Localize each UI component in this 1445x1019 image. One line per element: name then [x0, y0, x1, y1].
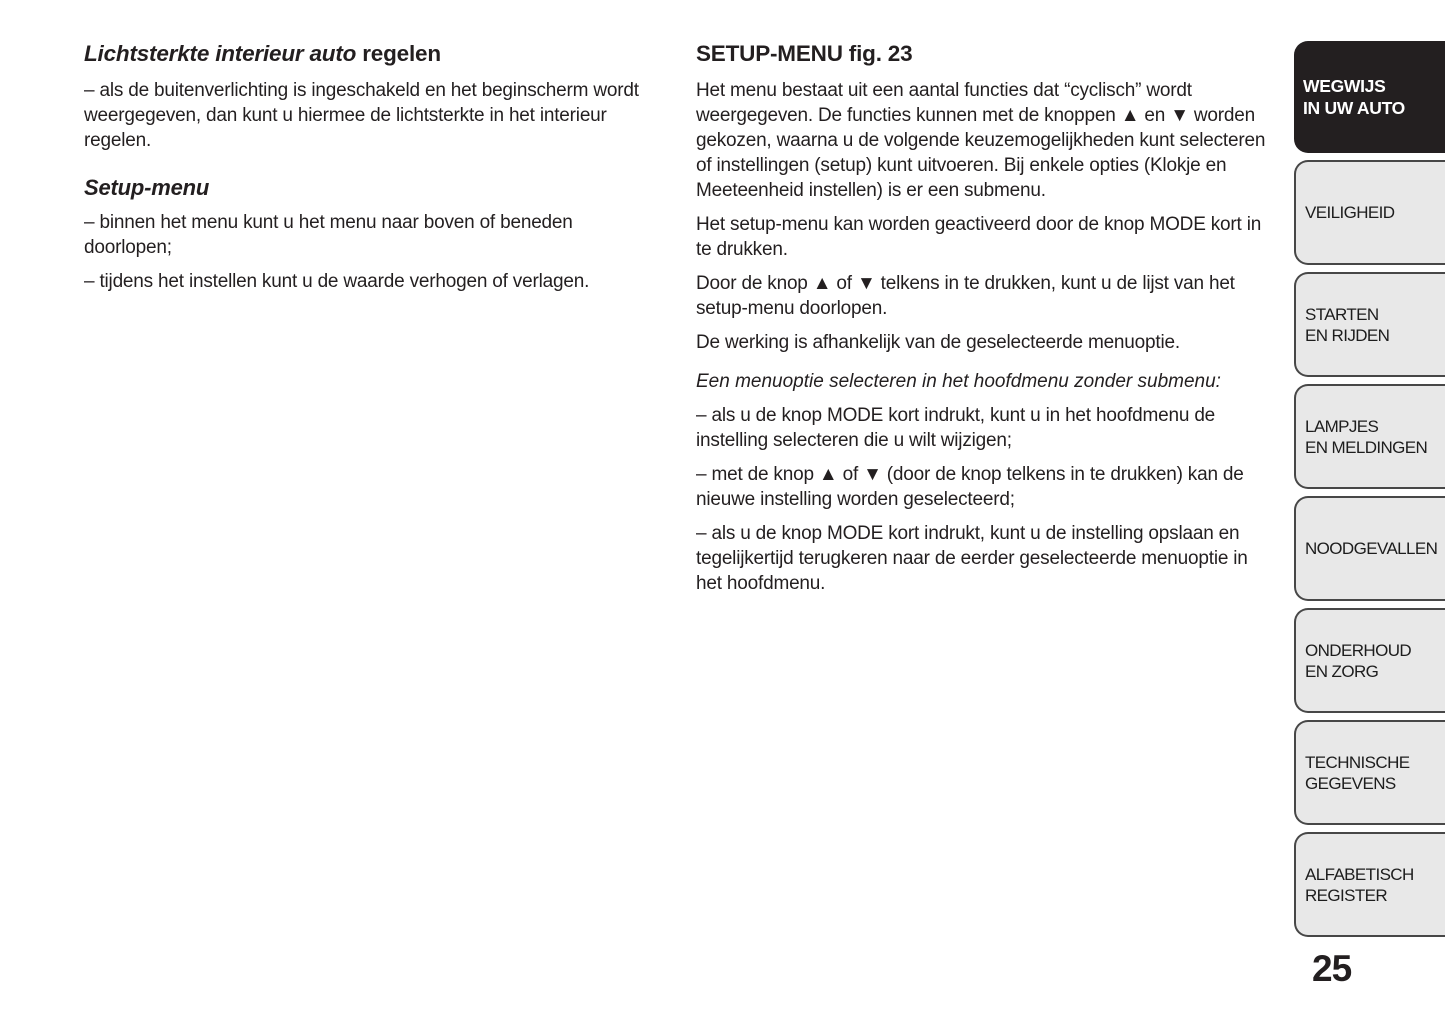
tab-label: NOODGEVALLEN — [1305, 539, 1438, 558]
paragraph: De werking is afhankelijk van de geselecteerde menuoptie. — [696, 332, 1180, 353]
section-heading-setup-menu: Setup-menu — [84, 175, 210, 200]
section-heading-lichtsterkte — [84, 40, 654, 67]
page-number: 25 — [1312, 948, 1352, 989]
paragraph: – tijdens het instellen kunt u de waarde verhogen of verlagen. — [84, 271, 590, 292]
tab-lampjes-en-meldingen — [1294, 384, 1445, 489]
paragraph: – als de buitenverlichting is ingeschakeld en het beginscherm wordt weergegeven, dan kunt u hiermee de lichtsterkte in het interieur regelen. — [84, 80, 639, 151]
tab-label: ALFABETISCH — [1305, 864, 1414, 884]
paragraph: Het setup-menu kan worden geactiveerd door de knop MODE kort in te drukken. — [696, 214, 1262, 260]
paragraph: Het menu bestaat uit een aantal functies dat “cyclisch” wordt weergegeven. De functies kunnen met de knoppen ▲ en ▼ worden gekozen, waarna u de volgende keuzemogelijkheden kunt selecteren of instellingen (setup) kunt uitvoeren. Bij enkele opties (Klokje en Meeteenheid instellen) is er een submenu. — [696, 80, 1266, 201]
heading-regular-part: regelen — [362, 41, 441, 66]
tab-wegwijs-in-uw-auto — [1294, 41, 1445, 153]
left-column — [84, 40, 654, 303]
paragraph: – met de knop ▲ of ▼ (door de knop telkens in te drukken) kan de nieuwe instelling worden geselecteerd; — [696, 464, 1244, 510]
tab-label: EN MELDINGEN — [1305, 437, 1428, 457]
tab-veiligheid — [1294, 160, 1445, 265]
tab-onderhoud-en-zorg — [1294, 608, 1445, 713]
tab-label: WEGWIJS — [1303, 76, 1386, 96]
tab-label: STARTEN — [1305, 304, 1379, 324]
tab-alfabetisch-register — [1294, 832, 1445, 937]
tab-label: GEGEVENS — [1305, 773, 1396, 793]
tab-label: LAMPJES — [1305, 416, 1379, 436]
heading-italic-part: Lichtsterkte interieur auto — [84, 41, 357, 66]
chapter-tab-index — [1294, 41, 1445, 937]
right-column — [696, 40, 1274, 605]
paragraph: – binnen het menu kunt u het menu naar boven of beneden doorlopen; — [84, 212, 573, 258]
tab-noodgevallen — [1294, 496, 1445, 601]
paragraph: – als u de knop MODE kort indrukt, kunt u de instelling opslaan en tegelijkertijd terugkeren naar de eerder geselecteerde menuoptie in het hoofdmenu. — [696, 523, 1248, 594]
tab-technische-gegevens — [1294, 720, 1445, 825]
tab-label: VEILIGHEID — [1305, 203, 1395, 222]
paragraph: Door de knop ▲ of ▼ telkens in te drukken, kunt u de lijst van het setup-menu doorlopen. — [696, 273, 1235, 319]
tab-label: ONDERHOUD — [1305, 640, 1412, 660]
section-heading-setup-menu-fig23: SETUP-MENU fig. 23 — [696, 41, 913, 66]
tab-label: EN RIJDEN — [1305, 325, 1390, 345]
tab-label: EN ZORG — [1305, 661, 1379, 681]
tab-label: IN UW AUTO — [1303, 98, 1405, 118]
paragraph: – als u de knop MODE kort indrukt, kunt u in het hoofdmenu de instelling selecteren die u wilt wijzigen; — [696, 405, 1216, 451]
tab-label: REGISTER — [1305, 885, 1388, 905]
tab-label: TECHNISCHE — [1305, 752, 1410, 772]
tab-starten-en-rijden — [1294, 272, 1445, 377]
lead-in-italic-line: Een menuoptie selecteren in het hoofdmenu zonder submenu: — [696, 371, 1221, 392]
